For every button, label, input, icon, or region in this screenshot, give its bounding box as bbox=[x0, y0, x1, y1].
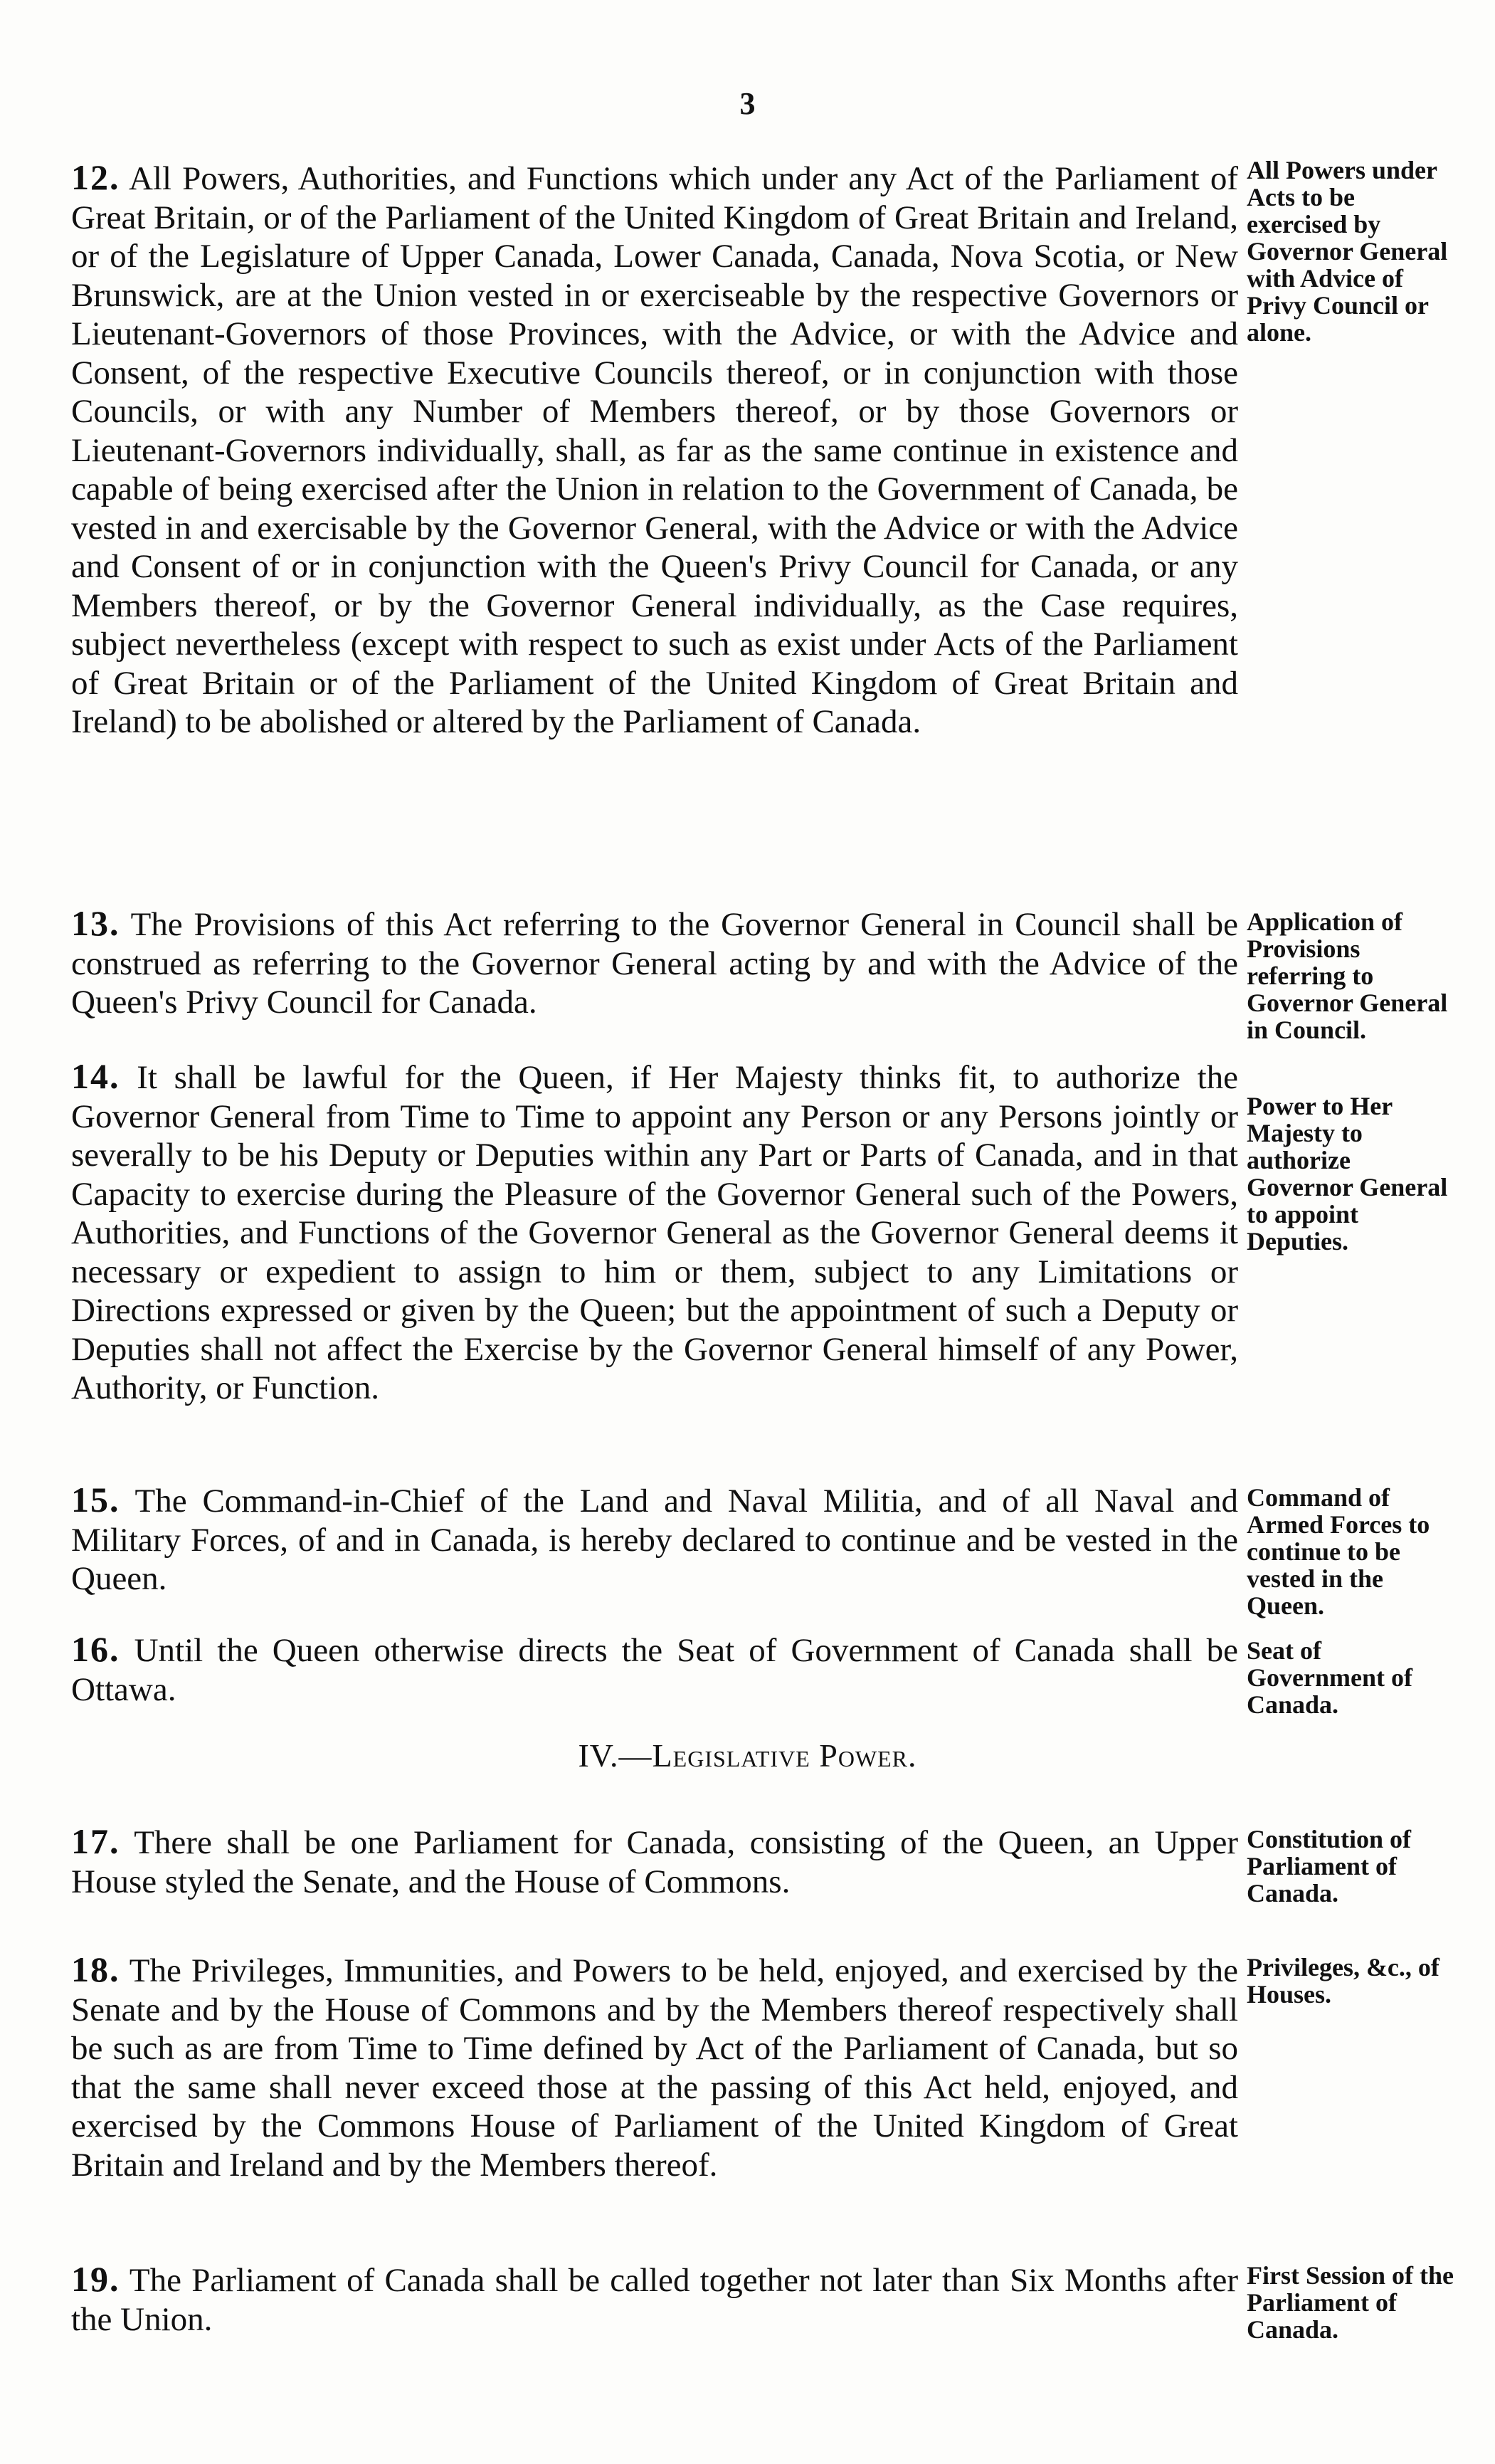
section-number: 15. bbox=[71, 1480, 120, 1520]
section-12 bbox=[71, 158, 1238, 742]
section-number: 19. bbox=[71, 2259, 120, 2299]
section-number: 13. bbox=[71, 903, 120, 943]
section-14 bbox=[71, 1057, 1238, 1408]
marginal-note-14: Power to Her Majesty to authorize Governor General to appoint Deputies. bbox=[1247, 1092, 1448, 1255]
section-number: 14. bbox=[71, 1056, 120, 1096]
marginal-note-18: Privileges, &c., of Houses. bbox=[1247, 1953, 1439, 2008]
section-text: The Privileges, Immunities, and Powers to be held, enjoyed, and exercised by the Senate and by the House of Commons and by the Members thereof respectively shall be such as are from Time to Time defined by Act of the Parliament of Canada, but so that the same shall never exceed those at the passing of this Act held, enjoyed, and exercised by the Commons House of Parliament of the United Kingdom of Great Britain and Ireland and by the Members thereof. bbox=[71, 1952, 1238, 2184]
marginal-note-16: Seat of Government of Canada. bbox=[1247, 1636, 1412, 1719]
section-text: The Parliament of Canada shall be called together not later than Six Months after the Union. bbox=[71, 2262, 1239, 2338]
marginal-note-17: Constitution of Parliament of Canada. bbox=[1247, 1825, 1412, 1907]
marginal-note-12: All Powers under Acts to be exercised by Governor General with Advice of Privy Council or alone. bbox=[1247, 156, 1448, 347]
section-number: 17. bbox=[71, 1821, 120, 1861]
section-text: Until the Queen otherwise directs the Seat of Government of Canada shall be Ottawa. bbox=[71, 1632, 1238, 1708]
marginal-note-13: Application of Provisions referring to Governor General in Council. bbox=[1247, 907, 1448, 1044]
page-number: 3 bbox=[739, 86, 756, 121]
marginal-note-19: First Session of the Parliament of Canada. bbox=[1247, 2261, 1454, 2344]
marginal-note-15: Command of Armed Forces to continue to be vested in the Queen. bbox=[1247, 1483, 1430, 1620]
section-number: 16. bbox=[71, 1629, 120, 1669]
section-text: All Powers, Authorities, and Functions which under any Act of the Parliament of Great Britain, or of the Parliament of the United Kingdom of Great Britain and Ireland, or of the Legislature of Upper Canada, Lower Canada, Canada, Nova Scotia, or New Brunswick, are at the Union vested in or exerciseable by the respective Governors or Lieutenant-Governors of those Provinces, with the Advice, or with the Advice and Consent, of the respective Executive Councils thereof, or in conjunction with those Councils, or with any Number of Members thereof, or by those Governors or Lieutenant-Governors individually, shall, as far as the same continue in existence and capable of being exercised after the Union in relation to the Government of Canada, be vested in and exercisable by the Governor General, with the Advice or with the Advice and Consent of or in conjunction with the Queen's Privy Council for Canada, or any Members thereof, or by the Governor General individually, as the Case requires, subject nevertheless (except with respect to such as exist under Acts of the Parliament of Great Britain or of the Parliament of the United Kingdom of Great Britain and Ireland) to be abolished or altered by the Parliament of Canada. bbox=[71, 160, 1238, 740]
section-15 bbox=[71, 1480, 1238, 1599]
section-text: The Provisions of this Act referring to the Governor General in Council shall be construed as referring to the Governor General acting by and with the Advice of the Queen's Privy Council for Canada. bbox=[71, 906, 1238, 1021]
section-text: There shall be one Parliament for Canada, consisting of the Queen, an Upper House styled the Senate, and the House of Commons. bbox=[71, 1824, 1239, 1900]
section-13 bbox=[71, 904, 1238, 1022]
section-number: 18. bbox=[71, 1949, 120, 1989]
section-19 bbox=[71, 2260, 1238, 2339]
section-text: The Command-in-Chief of the Land and Naval Militia, and of all Naval and Military Forces, of and in Canada, is hereby declared to continue and be vested in the Queen. bbox=[71, 1483, 1238, 1597]
section-17 bbox=[71, 1822, 1238, 1901]
part-heading-text: IV.—Legislative Power. bbox=[578, 1737, 917, 1774]
section-18 bbox=[71, 1950, 1238, 2184]
section-16 bbox=[71, 1630, 1238, 1709]
section-text: It shall be lawful for the Queen, if Her Majesty thinks fit, to authorize the Governor General from Time to Time to appoint any Person or any Persons jointly or severally to be his Deputy or Deputies within any Part or Parts of Canada, and in that Capacity to exercise during the Pleasure of the Governor General such of the Powers, Authorities, and Functions of the Governor General as the Governor General deems it necessary or expedient to assign to him or them, subject to any Limitations or Directions expressed or given by the Queen; but the appointment of such a Deputy or Deputies shall not affect the Exercise by the Governor General himself of any Power, Authority, or Function. bbox=[71, 1059, 1239, 1406]
part-heading bbox=[0, 1737, 1495, 1774]
section-number: 12. bbox=[71, 157, 120, 197]
